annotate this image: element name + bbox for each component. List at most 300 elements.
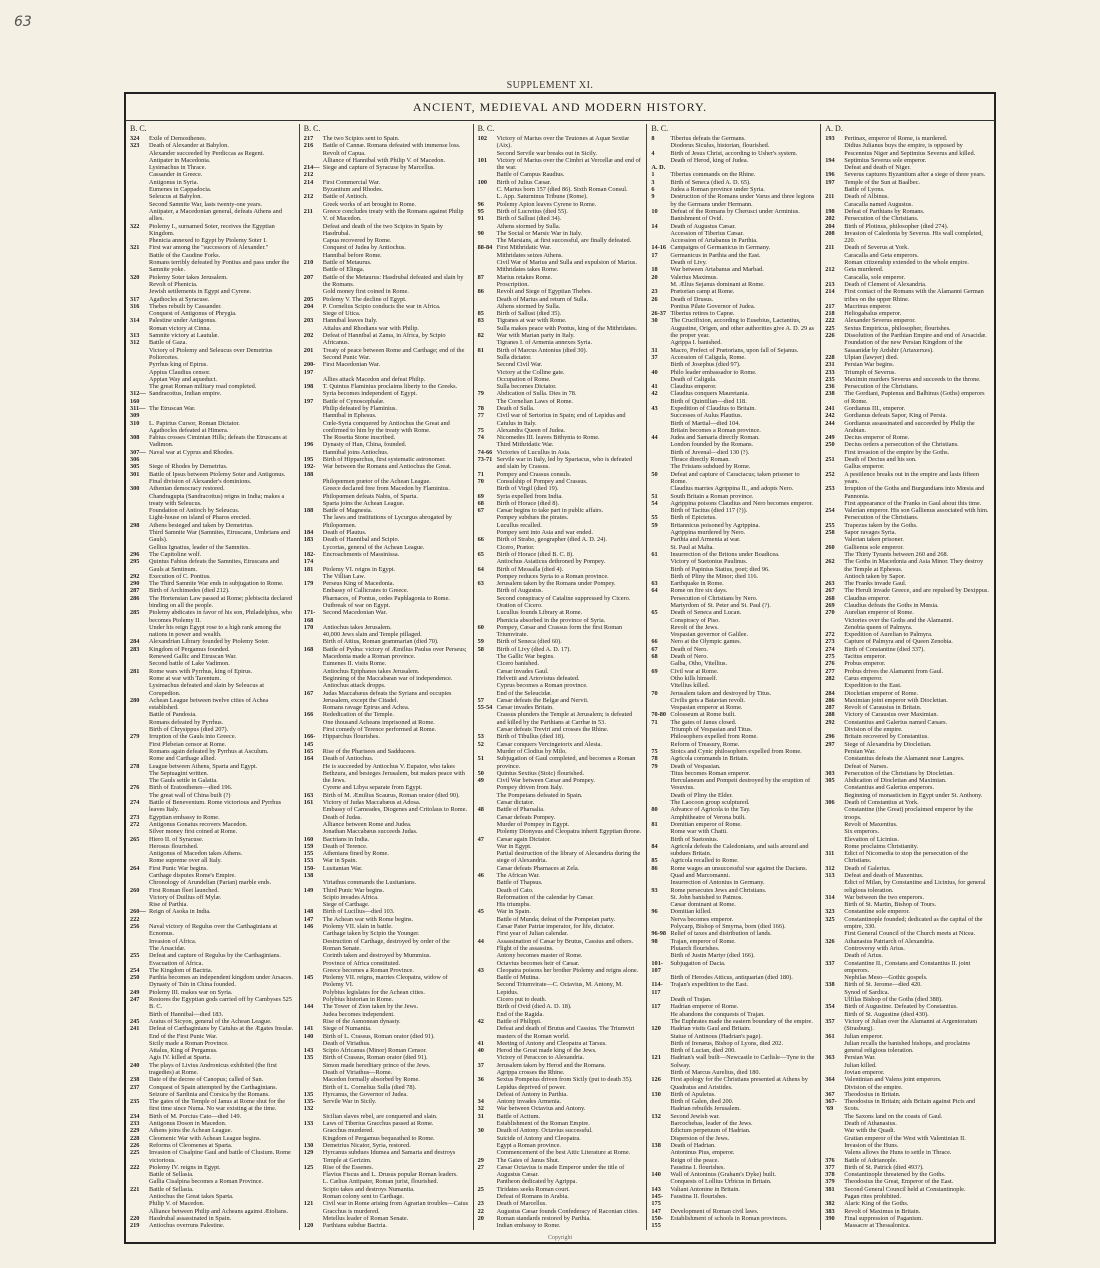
entry-event: Tacitus emperor. [844,653,887,661]
chronology-entry [651,390,816,397]
entry-event: War between the two emperors. [844,893,924,901]
chronology-entry [130,1222,295,1229]
chronology-entry [651,150,816,157]
entry-year [304,1018,323,1025]
entry-year: 214 [303,178,314,186]
entry-year [304,252,323,259]
entry-event: Macrinus emperor. [844,302,892,310]
entry-event: Jerusalem taken by the Romans under Pompey. [496,580,616,588]
entry-event: Caracalla named Augustus. [844,200,913,208]
entry-year: 46 [477,871,484,879]
entry-event: Defeat of Narses. [844,762,889,770]
entry-year: 320 [130,273,140,281]
entry-event: Philopœmen defeats Nabis, of Sparta. [322,492,418,500]
chronology-entry [478,733,643,740]
entry-event: Fabius crosses Ciminian Hills; defeats the Etruscans at Vadimon. [149,434,287,449]
entry-event: Constantinople threatened by the Goths. [844,1171,946,1179]
entry-year [478,237,497,244]
chronology-entry [478,1178,643,1185]
entry-event: Gallienus sole emperor. [844,543,904,551]
chronology-entry [825,938,990,945]
chronology-entry [478,434,643,441]
entry-year: 86 [477,288,484,296]
entry-year: 70 [651,689,658,697]
chronology-entry [130,843,295,850]
entry-event: Antigonus in Syria. [149,178,199,186]
entry-event: One thousand Acheans imprisoned at Rome. [322,718,435,726]
entry-event: Seizure of Sardinia and Corsica by the Romans. [149,1090,270,1098]
entry-year: 30 [651,317,658,325]
entry-year [304,930,323,937]
entry-event: Valentinian and Valens joint emperors. [844,1076,942,1084]
entry-event: Division of the empire. [844,1083,903,1091]
entry-year: 204 [825,222,835,230]
entry-event: Probus emperor. [844,660,886,668]
entry-year [825,1069,844,1076]
entry-year [304,1127,323,1134]
entry-event: Irruption of the Goths and Burgundians into Mœsia and Pannonia. [844,485,985,500]
entry-event: L. App. Saturninus Tribune (Rome). [496,193,588,201]
entry-year [130,872,149,879]
chronology-entry [825,514,990,521]
entry-year [130,325,149,332]
chronology-entry [478,682,643,689]
chronology-entry [130,164,295,171]
entry-event: Ptolemy Dionysus and Cleopatra inherit Egyptian throne. [496,828,642,836]
entry-year: 66 [651,638,658,646]
entry-year [651,1149,670,1156]
entry-year: 310 [130,419,140,427]
chronology-entry [651,485,816,492]
entry-year [130,850,149,857]
entry-event: Insurrection of the Britons under Boadicea. [670,550,780,558]
entry-year: 262 [825,558,835,566]
chronology-entry [304,843,469,850]
entry-year: 79 [477,390,484,398]
chronology-entry [304,923,469,930]
entry-event: Death of Pliny the Elder. [670,791,733,799]
entry-event: London founded by the Romans. [670,441,754,449]
entry-year: 217 [825,302,835,310]
entry-year: 326 [825,937,835,945]
entry-year: 85 [651,857,658,865]
entry-event: Greece becomes a Roman Province. [322,966,414,974]
entry-year [825,164,844,171]
entry-year [651,595,670,602]
entry-year: 66 [477,536,484,544]
entry-event: Oration of Cicero. [496,602,543,609]
entry-event: Six emperors. [844,828,880,836]
entry-year: 286 [130,594,140,602]
entry-year [130,347,149,362]
entry-year: 55-54 [477,704,493,712]
entry-year: 367 [825,1090,835,1098]
entry-year [130,653,149,660]
chronology-entry [130,390,295,405]
entry-year: 278 [130,762,140,770]
entry-event: Caracalla and Geta emperors. [844,251,919,259]
entry-year: 390 [825,1214,835,1222]
entry-event: Battle of Sellasia. [149,1185,194,1193]
chronology-entry [130,179,295,186]
entry-event: Corinth taken and destroyed by Mummius. [322,952,431,960]
entry-year [825,952,844,959]
entry-year: 357 [825,1017,835,1025]
entry-year [304,514,323,529]
chronology-entry [478,996,643,1003]
entry-event: Under his reign Egypt rose to a high rank among the nations in power and wealth. [149,623,282,639]
entry-event: Cæsar dominant at Rome. [670,901,736,909]
entry-event [670,164,816,171]
chronology-entry [651,1033,816,1040]
entry-year [304,814,323,821]
chronology-entry [478,1047,643,1054]
chronology-entry [651,887,816,894]
entry-event: Pompey sent into Asia and war ended. [496,529,593,537]
chronology-entry [651,347,816,354]
chronology-entry [304,507,469,514]
entry-event: Geta murdered. [844,266,884,274]
chronology-entry [478,376,643,383]
entry-event: Cœle-Syria conquered by Antiochus the Great and confirmed to him by the treaty with Rome. [322,419,450,434]
entry-event: Campaigns of Germanicus in Germany. [670,244,771,252]
entry-year: 14-16 [651,244,667,252]
entry-event: Siege of Rhodes by Demetrius. [149,463,228,471]
chronology-entry [825,142,990,157]
chronology-entry [825,266,990,273]
entry-event: Death of Judas. [322,813,362,821]
entry-event: Naval war at Cyprus and Rhodes. [149,448,234,456]
entry-event: Naval victory of Regulus over the Carthaginians at Ecnomus. [149,923,278,938]
chronology-entry [304,1011,469,1018]
entry-year [651,157,670,164]
entry-year: 234 [130,1112,140,1120]
entry-event: Civilis gets a Batavian revolt. [670,696,746,704]
entry-year: 18 [651,266,658,274]
entry-event: Death of Cato. [496,886,534,894]
entry-year [651,894,670,901]
chronology-entry [130,171,295,178]
entry-event: Attalus and Rhodians war with Philip. [322,324,419,332]
chronology-entry [130,405,295,420]
entry-year [825,1011,844,1018]
entry-year [478,339,497,346]
entry-event: First contact of the Romans with the Alamanni German tribes on the upper Rhine. [844,288,984,303]
chronology-entry [130,675,295,682]
entry-event: Second Civil War. [496,361,543,369]
entry-year [304,675,323,682]
entry-year [651,230,670,237]
entry-event: Jerusalem taken and destroyed by Titus. [670,689,772,697]
chronology-entry [651,434,816,441]
chronology-entry [304,733,469,748]
entry-event: The Villian Law. [322,572,366,580]
entry-event: Wall of Antoninus (Graham's Dyke) built. [670,1171,776,1179]
chronology-entry [651,274,816,281]
entry-event: Birth of Augustus. [496,587,543,595]
entry-event: Sulla becomes Dictator. [496,383,557,391]
entry-event: Foundation of Antioch by Seleucus. [149,507,240,515]
entry-event: Julian recalls the banished bishops, and proclaims general religious toleration. [844,1039,970,1055]
entry-event: Tigranes at war with Rome. [496,317,567,325]
chronology-entry [825,894,990,901]
entry-year [478,602,497,609]
chronology-entry [304,186,469,193]
entry-year: 79 [651,762,658,770]
entry-year [130,1011,149,1018]
entry-year [478,514,497,521]
entry-year [478,1011,497,1018]
chronology-entry [304,493,469,500]
entry-year [825,879,844,894]
entry-year [651,697,670,704]
entry-year: 75 [651,747,658,755]
entry-year: 26 [651,295,658,303]
entry-event: Victories over the Goths and the Alamanni. [844,616,954,624]
entry-event: Birth of Epictetus. [670,514,717,522]
entry-event: Cæsar defeats Pompey. [496,813,556,821]
entry-event: Birth of Chrysippus (died 207). [149,726,229,734]
chronology-entry [825,274,990,281]
entry-event: Birth of Julius Cæsar. [496,178,552,186]
entry-year [304,150,323,157]
entry-event: The gates of the Temple of Janus at Rome shut for the first time since Numa. No war existing at the time. [149,1098,286,1113]
entry-year: 164 [303,755,314,763]
entry-event: Ptolemy IV. reigns in Egypt. [149,1163,221,1171]
chronology-entry [651,1164,816,1171]
entry-event: Alliance between Rome and Judea. [322,820,412,828]
entry-event: Antiochus Epiphanes takes Jerusalem. [322,667,420,675]
entry-year: 77 [477,412,484,420]
entry-event: Death of Vespasian. [670,762,721,770]
entry-event: Herod the Great made king of the Jews. [496,1047,597,1055]
entry-event: P. Cornelius Scipio conducts the war in Africa. [322,302,441,310]
entry-year: 86 [651,864,658,872]
entry-year: 144 [303,1003,314,1011]
entry-year [478,281,497,288]
entry-event: Second General Council held at Constantinople. [844,1185,966,1193]
entry-event: Final division of Alexander's dominions. [149,477,252,485]
entry-year: 171-168 [303,609,316,624]
chronology-entry [304,383,469,390]
entry-year: 51 [477,755,484,763]
chronology-entry [130,901,295,908]
entry-year [478,711,497,726]
entry-year: 50 [477,769,484,777]
chronology-entry [130,1164,295,1171]
chronology-entry [130,303,295,310]
entry-event: Battle of Pharsalia. [496,806,545,814]
entry-year [651,996,670,1003]
entry-event: Julian emperor. [844,1032,884,1040]
entry-event: Defeat of the Romans by Cherusci under Arminius. [670,207,800,215]
chronology-entry [130,638,295,645]
entry-year: 32 [477,1105,484,1113]
entry-event: Constantine sole emperor. [844,908,910,916]
entry-event: Agathocles defeated at Himera. [149,426,229,434]
entry-event: Birth of Juvenal—died 130 (?). [670,448,750,456]
chronology-entry [478,193,643,200]
entry-event: Execution of C. Pontius. [149,572,211,580]
chronology-entry [825,653,990,660]
entry-year: 269 [825,602,835,609]
entry-event: The Marsians, at first successful, are finally defeated. [496,237,632,245]
entry-year: 255 [825,521,835,529]
entry-event: Agis IV. killed at Sparta. [149,1054,212,1062]
chronology-entry [304,208,469,223]
chronology-entry [478,843,643,850]
chronology-entry [130,879,295,886]
entry-event: First Commercial War. [322,178,381,186]
chronology-entry [130,755,295,762]
entry-year [825,792,844,799]
entry-year [651,281,670,288]
chronology-entry [651,836,816,843]
entry-event: Reign of the peace. [670,1156,719,1164]
entry-year: 264 [130,864,140,872]
entry-event: Diocletian emperor of Rome. [844,689,918,697]
chronology-entry [130,135,295,142]
entry-event: Agrippina murdered by Nero. [670,529,746,537]
entry-year: 218 [825,310,835,318]
entry-event: The laws and institutions of Lycurgus abrogated by Philopœmen. [322,514,452,529]
chronology-entry [825,726,990,733]
chronology-entry [478,558,643,565]
entry-event: Sextus Empiricus, philosopher, flourishes. [844,324,951,332]
entry-event: Gallus emperor. [844,463,885,471]
chronology-entry [304,602,469,609]
entry-event: Quintus Fabius defeats the Samnites, Etruscans and Gauls at Sentinum. [149,558,279,573]
chronology-entry [478,179,643,186]
chronology-entry [304,967,469,974]
chronology-entry [130,514,295,521]
column-1 [126,124,300,1230]
chronology-entry [478,1091,643,1098]
chronology-entry [478,237,643,244]
entry-event: Birth of Sallust (died 34). [496,215,562,223]
entry-event: Eumenes II. visits Rome. [322,660,387,668]
entry-year: 276 [130,784,140,792]
entry-event: War between the Romans and Antiochus the Great. [322,463,452,471]
chronology-entry [651,960,816,975]
entry-year: 149 [303,886,314,894]
entry-event: Persecution of the Christians. [844,514,919,522]
entry-event: Philip defeated by Flaminius. [322,404,397,412]
entry-event: Battle of Magnesia. [322,507,373,515]
chronology-entry [825,1142,990,1149]
chronology-entry [825,1157,990,1164]
entry-event: Birth of St. Augustine (died 430). [844,1010,929,1018]
entry-year [304,420,323,435]
chronology-entry [130,369,295,376]
entry-event: Polybius legislates for the Achean cities. [322,988,425,996]
entry-event: Triumph of Vespasian and Titus. [670,726,753,734]
chronology-entry [304,303,469,310]
entry-event: Edict of Nicomedia to stop the persecution of the Christians. [844,850,968,865]
entry-year [304,1069,323,1076]
chronology-entry [478,690,643,697]
chronology-entry [825,646,990,653]
entry-year [478,296,497,303]
entry-event: Birth of St. Patrick (died 493?). [844,1163,924,1171]
chronology-entry [825,996,990,1003]
chronology-entry [478,325,643,332]
chronology-entry [825,456,990,463]
entry-event: Claudius defeats the Goths in Mœsia. [844,602,939,609]
chronology-entry [651,653,816,660]
chronology-entry [130,814,295,821]
entry-event: He abandons the conquests of Trajan. [670,1010,765,1018]
entry-event: War between Octavius and Antony. [496,1105,586,1113]
entry-event: Death of Arius. [844,952,883,960]
chronology-entry [478,1062,643,1069]
chronology-entry [651,193,816,208]
entry-event: He is succeeded by Antiochus V. Eupator, who takes Bethzura, and besieges Jerusalem, but makes peace with the Jews. [322,762,465,785]
chronology-entry [651,996,816,1003]
entry-event: Birth of Constantine (died 337). [844,645,925,653]
chronology-entry [651,1113,816,1120]
chronology-entry [478,587,643,594]
entry-year [130,310,149,317]
entry-event: Byzantium and Rhodes. [322,186,384,194]
entry-year [304,1011,323,1018]
entry-year: 155 [303,850,314,858]
entry-year: 322 [130,222,140,230]
entry-year [825,1149,844,1156]
entry-event: Plutarch flourishes. [670,944,720,952]
entry-year [478,325,497,332]
chronology-entry [825,471,990,486]
chronology-entry [825,580,990,587]
chronology-entry [478,274,643,281]
chronology-entry [825,945,990,952]
entry-event: Birth of Lucilius—died 103. [322,908,395,916]
entry-event: Cicero, Prætor. [496,543,535,551]
chronology-entry [651,755,816,762]
entry-year: 254 [130,966,140,974]
chronology-entry [304,1149,469,1164]
entry-event: The African War. [496,871,540,879]
chronology-entry [825,974,990,981]
chronology-entry [478,792,643,799]
entry-year: 226 [825,332,835,340]
entry-year [478,398,497,405]
entry-event: Nephilas Meso—Gothic gospels. [844,974,928,982]
chronology-entry [478,814,643,821]
entry-year [304,405,323,412]
entry-event: Quad and Marcomanni. [670,871,731,879]
chronology-entry [130,1135,295,1142]
chronology-entry [825,908,990,915]
entry-year [304,638,323,645]
entry-event: Antigonus Gonatus recovers Macedon. [149,820,248,828]
entry-year: 276 [825,660,835,668]
entry-year: 87 [477,273,484,281]
entry-event: Death of Seneca and Lucan. [670,609,742,617]
entry-year [478,952,497,959]
entry-year: 117 [651,1003,661,1011]
chronology-entry [478,441,643,448]
entry-year [478,814,497,821]
entry-year: 42 [651,390,658,398]
entry-event: Conquests of Lollius Urbicus in Britain. [670,1178,772,1186]
entry-year [651,339,670,346]
entry-year: 260 [130,886,140,894]
entry-event: Ptolemy VII. slain in battle. [322,923,393,931]
chronology-entry [651,1018,816,1025]
entry-year: 212 [303,193,314,201]
chronology-entry [130,989,295,996]
